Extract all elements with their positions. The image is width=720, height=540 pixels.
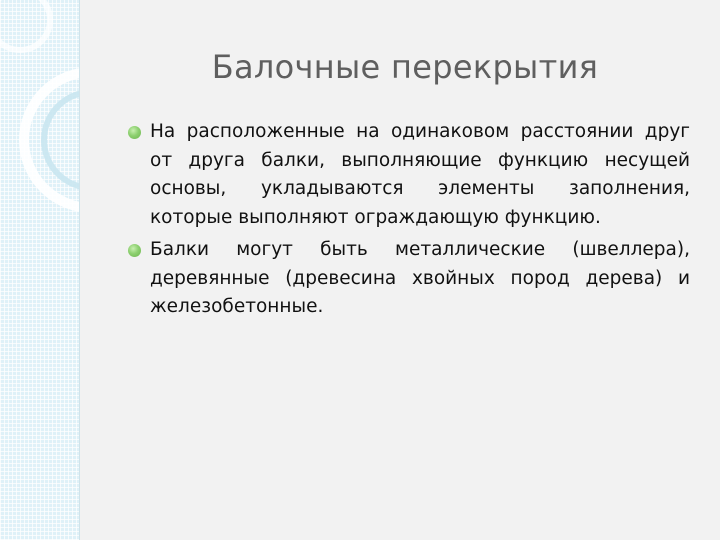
bullet-list — [128, 118, 690, 326]
strip-divider — [79, 0, 80, 540]
bullet-item — [128, 118, 690, 232]
bullet-text: Балки могут быть металлические (швеллера), деревянные (древесина хвойных пород дерева) и железобетонные. — [150, 239, 690, 317]
decorative-side-strip — [0, 0, 80, 540]
decorative-arcs — [0, 0, 80, 540]
bullet-item — [128, 236, 690, 322]
bullet-text: На расположенные на одинаковом расстоянии друг от друга балки, выполняющие функцию несущей основы, укладываются элементы заполнения, которые выполняют ограждающую функцию. — [150, 121, 690, 228]
green-dot-icon — [128, 126, 141, 139]
slide-title: Балочные перекрытия — [211, 48, 599, 86]
green-dot-icon — [128, 244, 141, 257]
